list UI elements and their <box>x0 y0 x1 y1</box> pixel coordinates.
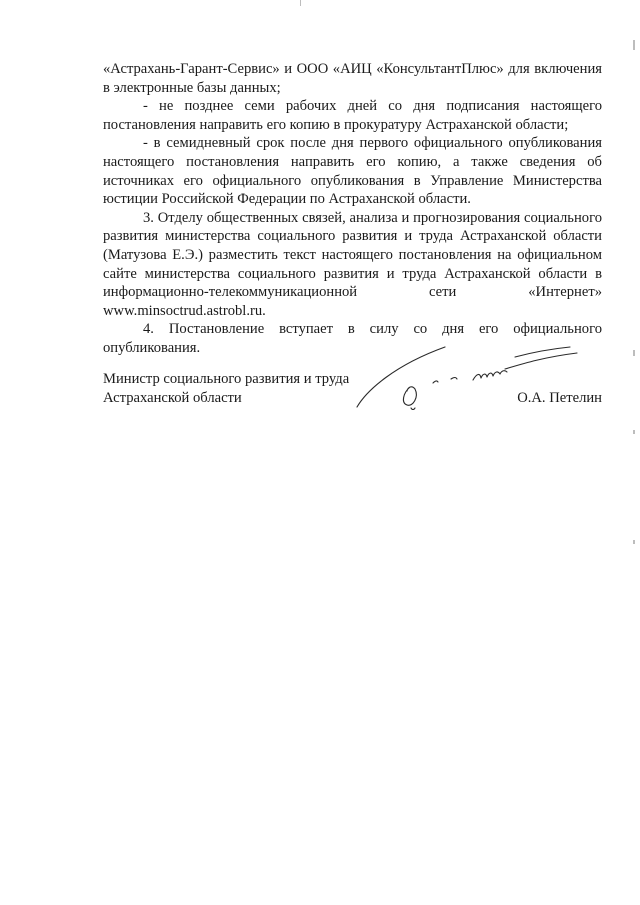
scan-edge-mark <box>300 0 301 6</box>
paragraph-prosecutor-copy: - не позднее семи рабочих дней со дня подписания настоящего постановления направить его копию в прокуратуру Астраханской области; <box>103 98 602 133</box>
document-body <box>103 60 602 358</box>
signatory-position-line-1: Министр социального развития и труда <box>103 371 350 387</box>
paragraph-justice-copy: - в семидневный срок после дня первого официального опубликования настоящего постановления направить его копию, а также сведения об источниках его официального опубликования в Управление Министерства юстиции Российской Федерации по Астраханской области. <box>103 135 602 208</box>
signature-block <box>103 370 602 420</box>
signatory-position-line-2: Астраханской области <box>103 389 242 406</box>
scan-edge-mark <box>633 430 635 434</box>
scan-edge-mark <box>633 350 635 356</box>
signatory-name: О.А. Петелин <box>517 389 602 406</box>
signatory-position <box>103 370 383 407</box>
paragraph-continuation: «Астрахань-Гарант-Сервис» и ООО «АИЦ «КонсультантПлюс» для включения в электронные базы данных; <box>103 61 602 96</box>
paragraph-item-4: 4. Постановление вступает в силу со дня его официального опубликования. <box>103 321 602 356</box>
paragraph-item-3: 3. Отделу общественных связей, анализа и прогнозирования социального развития министерства социального развития и труда Астраханской области (Матузова Е.Э.) разместить текст настоящего постановления на официальном сайте министерства социального развития и труда Астраханской области в информационно-телекоммуникационной сети «Интернет» www.minsoctrud.astrobl.ru. <box>103 209 602 319</box>
scan-edge-mark <box>633 540 635 544</box>
scan-edge-mark <box>633 40 635 50</box>
